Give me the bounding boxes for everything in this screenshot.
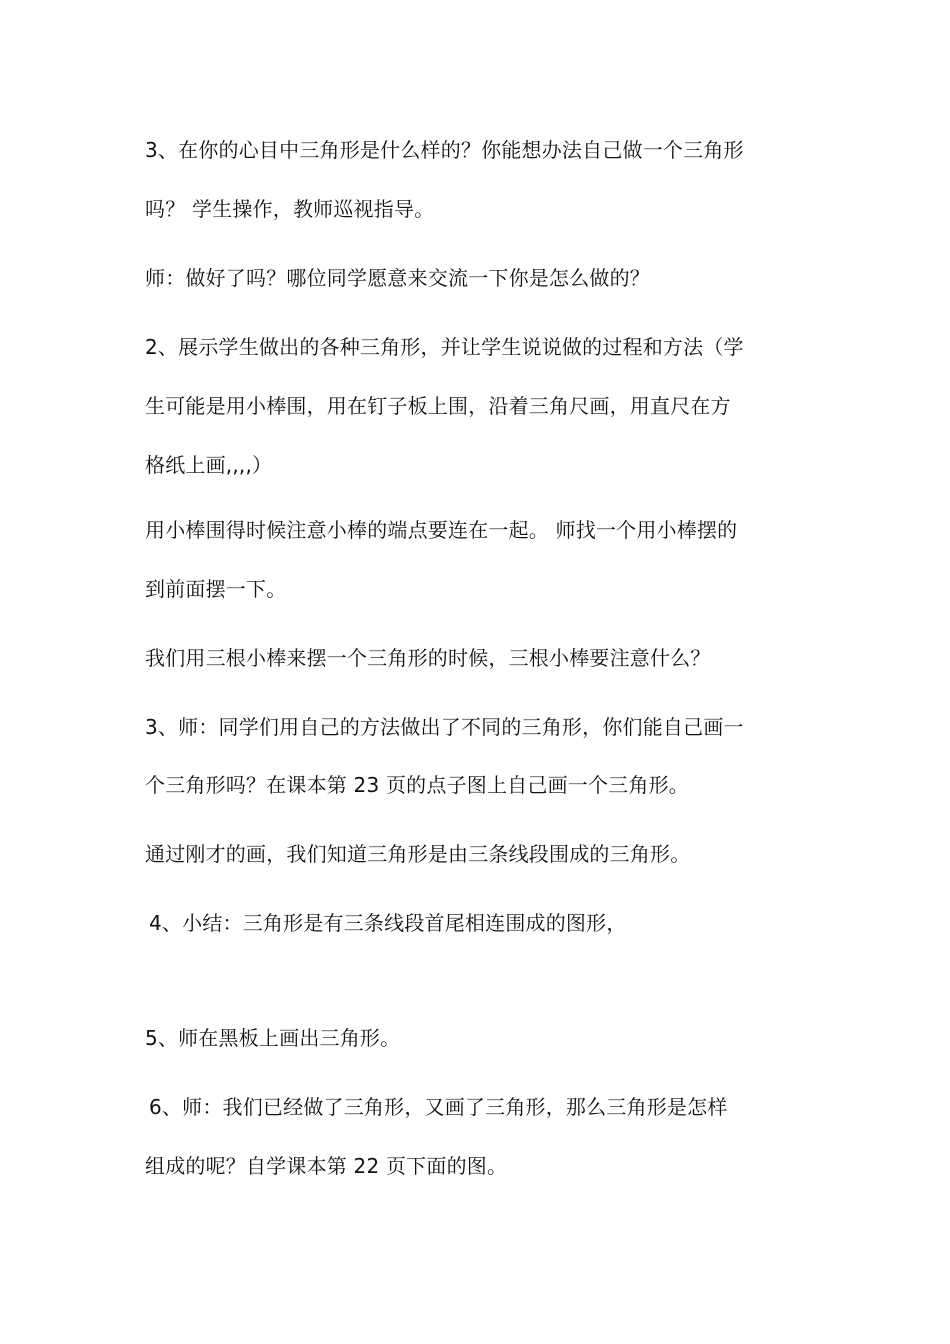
paragraph-line: 格纸上画,,,,） — [145, 453, 273, 477]
paragraph-line: 3、师：同学们用自己的方法做出了不同的三角形，你们能自己画一 — [145, 715, 744, 739]
paragraph-line: 2、展示学生做出的各种三角形，并让学生说说做的过程和方法（学 — [145, 335, 744, 359]
paragraph-line: 组成的呢？自学课本第 22 页下面的图。 — [145, 1154, 508, 1178]
paragraph-line: 6、师：我们已经做了三角形，又画了三角形，那么三角形是怎样 — [149, 1095, 728, 1119]
paragraph-line: 个三角形吗？在课本第 23 页的点子图上自己画一个三角形。 — [145, 773, 689, 797]
paragraph-line: 5、师在黑板上画出三角形。 — [145, 1026, 401, 1050]
paragraph-line: 我们用三根小棒来摆一个三角形的时候，三根小棒要注意什么？ — [145, 646, 711, 670]
paragraph-line: 吗？ 学生操作，教师巡视指导。 — [145, 197, 435, 221]
summary-line: 4、小结：三角形是有三条线段首尾相连围成的图形， — [149, 911, 627, 935]
paragraph-line: 师：做好了吗？哪位同学愿意来交流一下你是怎么做的？ — [145, 266, 650, 290]
paragraph-line: 到前面摆一下。 — [145, 577, 287, 601]
paragraph-line: 用小棒围得时候注意小棒的端点要连在一起。 师找一个用小棒摆的 — [145, 518, 738, 542]
paragraph-line: 通过刚才的画，我们知道三角形是由三条线段围成的三角形。 — [145, 842, 691, 866]
paragraph-line: 3、在你的心目中三角形是什么样的？你能想办法自己做一个三角形 — [145, 138, 744, 162]
paragraph-line: 生可能是用小棒围，用在钉子板上围，沿着三角尺画，用直尺在方 — [145, 394, 731, 418]
